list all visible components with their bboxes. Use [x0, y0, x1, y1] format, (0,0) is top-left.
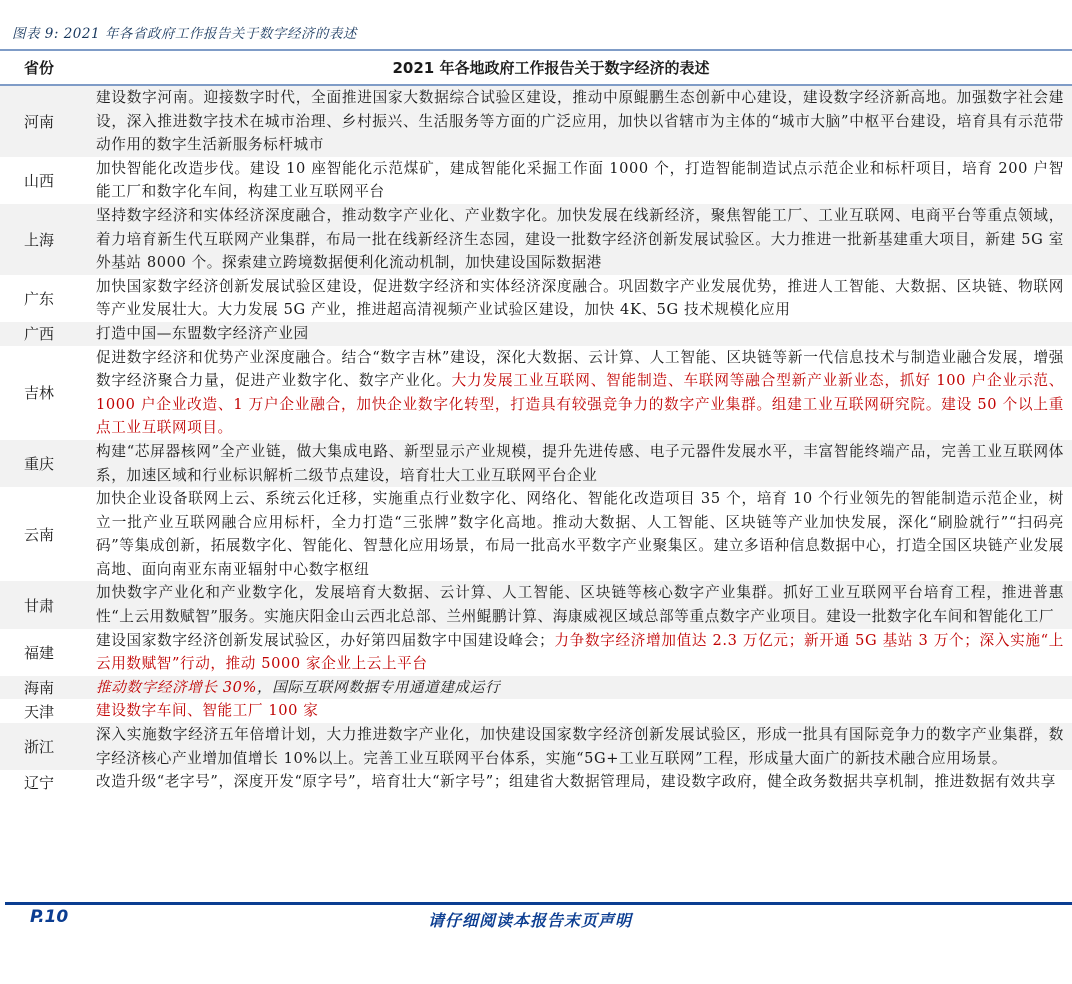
header-province: 省份 [24, 59, 55, 77]
page-number: P.10 [30, 907, 69, 927]
table-row [0, 581, 1072, 628]
header-description: 2021 年各地政府工作报告关于数字经济的表述 [392, 59, 710, 77]
highlighted-text: 建设数字车间、智能工厂 100 家 [96, 702, 319, 720]
province-cell: 吉林 [24, 384, 55, 403]
disclaimer-note: 请仔细阅读本报告末页声明 [428, 911, 633, 930]
digital-economy-table [0, 49, 1072, 794]
description-text: 建设数字河南。迎接数字时代，全面推进国家大数据综合试验区建设，推动中原鲲鹏生态创新中心建设，建设数字经济新高地。加强数字社会建设，深入推进数字技术在城市治理、乡村振兴、生活服务等方面的广泛应用，加快以省辖市为主体的“城市大脑”中枢平台建设，培育具有示范带动作用的数字生活新服务标杆城市 [96, 89, 1064, 154]
description-cell [96, 346, 1072, 440]
table-row [0, 440, 1072, 487]
highlighted-text: 推动数字经济增长 30% [96, 678, 258, 696]
description-text: 加快数字产业化和产业数字化，发展培育大数据、云计算、人工智能、区块链等核心数字产业集群。抓好工业互联网平台培育工程，推进普惠性“上云用数赋智”服务。实施庆阳金山云西北总部、兰州鲲鹏计算、海康威视区域总部等重点数字产业项目。建设一批数字化车间和智能化工厂 [96, 584, 1064, 626]
description-cell [96, 581, 1072, 628]
table-row [0, 275, 1072, 322]
description-text: 改造升级“老字号”，深度开发“原字号”，培育壮大“新字号”；组建省大数据管理局，建设数字政府，健全政务数据共享机制，推进数据有效共享 [96, 773, 1056, 791]
description-cell [96, 723, 1072, 770]
description-cell [96, 204, 1072, 275]
province-cell: 广东 [24, 289, 55, 308]
description-text: 加快国家数字经济创新发展试验区建设，促进数字经济和实体经济深度融合。巩固数字产业发展优势，推进人工智能、大数据、区块链、物联网等产业发展壮大。大力发展 5G 产业，推进超高清视频产业试验区建设，加快 4K、5G 技术规模化应用 [96, 277, 1064, 319]
description-cell [96, 770, 1072, 794]
description-cell [96, 676, 1072, 700]
province-cell: 海南 [24, 679, 55, 698]
province-cell: 山西 [24, 171, 55, 190]
description-text: 构建“芯屏器核网”全产业链，做大集成电路、新型显示产业规模，提升先进传感、电子元器件发展水平，丰富智能终端产品，完善工业互联网体系，加速区域和行业标识解析二级节点建设，培育壮大工业互联网平台企业 [96, 442, 1064, 484]
province-cell: 天津 [24, 702, 55, 721]
table-row [0, 204, 1072, 275]
province-cell: 福建 [24, 643, 55, 662]
table-row [0, 487, 1072, 581]
description-cell [96, 440, 1072, 487]
highlighted-text: 大力发展工业互联网、智能制造、车联网等融合型新产业新业态，抓好 100 户企业示范、1000 户企业改造、1 万户企业融合，加快企业数字化转型，打造具有较强竞争力的数字产业集群。组建工业互联网研究院。建设 50 个以上重点工业互联网项目。 [96, 372, 1064, 437]
description-cell [96, 699, 1072, 723]
table-header-row [0, 51, 1072, 86]
highlighted-text: 力争数字经济增加值达 2.3 万亿元；新开通 5G 基站 3 万个；深入实施“上云用数赋智”行动，推动 5000 家企业上云上平台 [96, 631, 1064, 673]
province-cell: 辽宁 [24, 773, 55, 792]
table-row [0, 346, 1072, 440]
table-row [0, 322, 1072, 346]
table-row [0, 157, 1072, 204]
province-cell: 甘肃 [24, 596, 55, 615]
province-cell: 广西 [24, 325, 55, 344]
description-text: 加快智能化改造步伐。建设 10 座智能化示范煤矿，建成智能化采掘工作面 1000 个，打造智能制造试点示范企业和标杆项目，培育 200 户智能工厂和数字化车间，构建工业互联网平台 [96, 159, 1064, 201]
description-cell [96, 322, 1072, 346]
table-row [0, 629, 1072, 676]
description-text: 建设国家数字经济创新发展试验区，办好第四届数字中国建设峰会； [96, 631, 555, 649]
province-cell: 上海 [24, 230, 55, 249]
table-row [0, 86, 1072, 157]
province-cell: 云南 [24, 525, 55, 544]
description-text: 打造中国—东盟数字经济产业园 [96, 324, 309, 342]
figure-caption: 图表 9: 2021 年各省政府工作报告关于数字经济的表述 [12, 26, 357, 42]
description-cell [96, 86, 1072, 157]
description-text: 深入实施数字经济五年倍增计划，大力推进数字产业化，加快建设国家数字经济创新发展试验区，形成一批具有国际竞争力的数字产业集群，数字经济核心产业增加值增长 10%以上。完善工业互联网平台体系，实施“5G+工业互联网”工程，形成量大面广的新技术融合应用场景。 [96, 726, 1064, 767]
description-cell [96, 157, 1072, 204]
province-cell: 重庆 [24, 455, 55, 473]
province-cell: 河南 [24, 112, 55, 131]
description-cell [96, 629, 1072, 676]
table-row [0, 723, 1072, 770]
province-cell: 浙江 [24, 738, 55, 757]
description-text: 坚持数字经济和实体经济深度融合，推动数字产业化、产业数字化。加快发展在线新经济，聚焦智能工厂、工业互联网、电商平台等重点领域，着力培育新生代互联网产业集群，布局一批在线新经济生态园，建设一批数字经济创新发展试验区。大力推进一批新基建重大项目，新建 5G 室外基站 8000 个。探索建立跨境数据便利化流动机制，加快建设国际数据港 [96, 206, 1064, 272]
description-text: ，国际互联网数据专用通道建成运行 [257, 678, 501, 696]
table-row [0, 699, 1072, 723]
table-body [0, 86, 1072, 794]
description-text: 促进数字经济和优势产业深度融合。结合“数字吉林”建设，深化大数据、云计算、人工智能、区块链等新一代信息技术与制造业融合发展，增强数字经济聚合力量，促进产业数字化、数字产业化。 [96, 348, 1064, 390]
table-row [0, 676, 1072, 700]
description-cell [96, 487, 1072, 581]
description-text: 加快企业设备联网上云、系统云化迁移，实施重点行业数字化、网络化、智能化改造项目 35 个，培育 10 个行业领先的智能制造示范企业，树立一批产业互联网融合应用标杆，全力打造“三张牌”数字化高地。推动大数据、人工智能、区块链等产业加快发展，深化“刷脸就行”“扫码亮码”等集成创新，拓展数字化、智能化、智慧化应用场景，布局一批高水平数字产业聚集区。建立多语种信息数据中心，打造全国区块链产业发展高地、面向南亚东南亚辐射中心数字枢纽 [96, 490, 1064, 578]
table-row [0, 770, 1072, 794]
description-cell [96, 275, 1072, 322]
footer-rule [5, 902, 1072, 905]
